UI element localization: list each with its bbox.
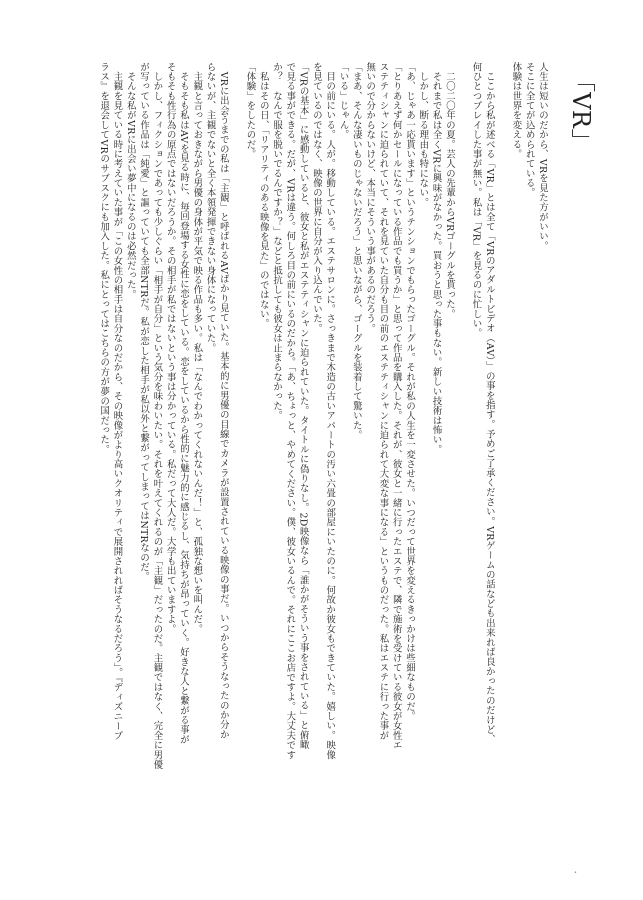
body-line: 「体験」をしたのだ。 [244, 62, 256, 159]
body-line: ステティシャンに迫られていて、それを見ていた自分も目の前のエステティシャンに迫られて大変な事になる」というものだった。私はエステに行った事が [377, 62, 389, 741]
body-line: を見ているのではなく、映像の世界に自分が入り込んでいた。 [310, 62, 322, 334]
body-line: 無いので分からないけど、本当にそういう事があるのだろう。 [364, 62, 376, 334]
body-line: そもそも私はAVを見る時に、毎回登場する女性に恋をしている。恋をしているから性的に魅力的に感じるし、気持ちが昂っていく。好きな人と繋がる事が [177, 62, 189, 745]
body-line: VRに出会うまでの私は「主観」と呼ばれるAVばかり見ていた。基本的に男優の目線でカメラが設置されている映像の事だ。いつからそうなったのか分か [217, 62, 229, 740]
body-line: 「VRの基本」に感動していると、彼女と私がエステティシャンに迫られていた。タイトルに偽りなし。2D映像なら「誰かがそういう事をされている」と俯瞰 [297, 62, 309, 750]
body-line: そもそも性行為の原点ではないだろうか。その相手が私ではないという事は分かっている。私だって大人だ。大学も出ていますよ。 [164, 62, 176, 634]
vertical-text-block [97, 62, 599, 872]
body-line: 「とりあえず何かセールになっている作品でも買うか」と思って作品を購入した。それが、彼女と一緒に行ったエステで、隣で施術を受けている彼女が女性エ [390, 62, 402, 750]
body-line: らないが、主観でないと全く本領発揮できない身体になっていた。 [204, 62, 216, 353]
body-line: それまで私は全くVRに興味がなかった。買おうと思った事もない。新しい技術は怖い。 [430, 62, 442, 455]
body-line: 何ひとつプレイした事が無い。私は「VR」を見るのに忙しい。 [470, 62, 482, 339]
page-folio-mark: • [574, 870, 577, 876]
body-line: ここから私が述べる「VR」とは全て「VRのアダルトビデオ（AV）」の事を指す。予めご了承ください。VRゲームの話なども出来れば良かったのだけど、 [483, 62, 495, 745]
body-line: そんな私がVRに出会い夢中になるのは必然だった。 [124, 62, 136, 300]
body-line: しかし、フィクションであっても少しぐらい「相手が自分」という気分を味わいたい。それを叶えてくれるのが「主観」だったのだ。主観ではなく、完全に男優 [151, 62, 163, 770]
body-line: 「いる」じゃん。 [337, 62, 349, 140]
body-line: 「まあ、そんな凄いものじゃないだろう」と思いながら、ゴーグルを装着して驚いた。 [350, 62, 362, 440]
body-line: か？ なんで服を脱いでるんですか？」などと抵抗しても彼女は止まらなかった。 [271, 62, 283, 421]
body-line: 主観と言っておきながら男優の身体が平気で映る作品も多い。私は「なんでわかってくれないんだ！」と、孤独な想いを叫んだ。 [191, 62, 203, 634]
body-line: で見る事ができる。だが、VRは違う。何しろ目の前にいるのだから。「あ、ちょっと、やめてください。僕、彼女いるんで。それにここお店ですよ。大丈夫です [284, 62, 296, 760]
body-line: 主観を見ている時に考えていた事が「この女性の相手は自分なのだから、その映像がより高いクオリティで展開されればそうなるだろう」。『ディズニープ [111, 62, 123, 741]
intro-line: 人生は短いのだから、VRを見た方がいい。 [537, 62, 548, 251]
body-line: 「あ、じゃあ一応貰います」というテンションでもらったゴーグル。それが私の人生を一変させた。いつだって世界を変えるきっかけは些細なものだ。 [404, 62, 416, 721]
body-line: 私はその日、「リアリティのある映像を見た」のではない。 [257, 62, 269, 329]
section-gap [456, 62, 469, 872]
body-line: が写っている作品は「純愛」と謳っていても全部NTRだ。私が恋した相手が私以外と繋がってしまってはNTRなのだ。 [138, 62, 150, 582]
intro-line: 体験は世界を変える。 [510, 62, 522, 159]
section-gap [496, 62, 509, 872]
body-line: 目の前にいる。人が。移動している。エステサロンに。さっきまで木造の古いアパートの汚い六畳の部屋にいたのに。何故か彼女もできていた。嬉しい。映像 [324, 62, 336, 760]
body-line: ラス』を退会してVRのサブスクにも加入した。私にとってはこちらの方が夢の国だった。 [98, 62, 110, 455]
intro-line: そこに全てが込められている。 [523, 62, 535, 198]
page-title: 「VR」 [567, 68, 595, 153]
body-line: しかし、断る理由も特にない。 [417, 62, 429, 208]
body-line: 二〇二〇年の夏。芸人の先輩からVRゴーグルを貰った。 [443, 62, 455, 319]
section-gap [230, 62, 243, 872]
